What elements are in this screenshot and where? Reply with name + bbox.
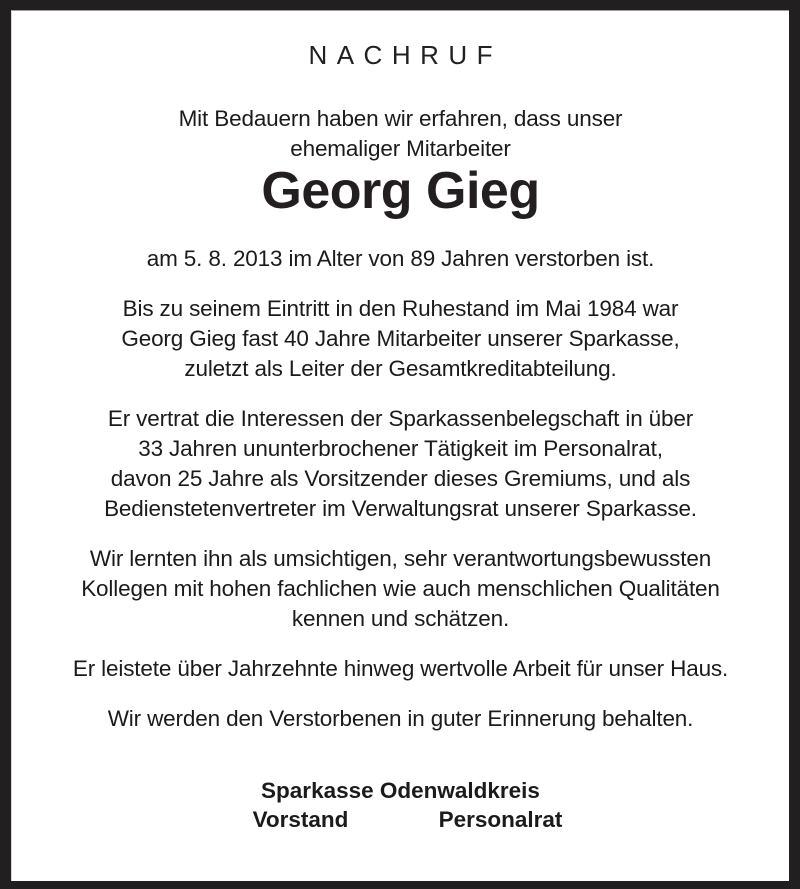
death-line: am 5. 8. 2013 im Alter von 89 Jahren verstorben ist. bbox=[146, 246, 655, 272]
paragraph-character bbox=[30, 544, 771, 634]
paragraph-line: Wir werden den Verstorbenen in guter Erinnerung behalten. bbox=[107, 706, 694, 732]
signature-role-personalrat: Personalrat bbox=[438, 807, 563, 833]
signature-block bbox=[30, 776, 771, 834]
paragraph-career bbox=[30, 294, 771, 384]
notice-headline: NACHRUF bbox=[308, 40, 503, 70]
intro-line-1: Mit Bedauern haben wir erfahren, dass unser bbox=[178, 105, 623, 131]
signature-organization: Sparkasse Odenwaldkreis bbox=[261, 778, 540, 804]
paragraph-remembrance bbox=[30, 704, 771, 734]
paragraph-line: davon 25 Jahre als Vorsitzender dieses Gremiums, und als bbox=[110, 466, 691, 492]
paragraph-line: Bis zu seinem Eintritt in den Ruhestand im Mai 1984 war bbox=[122, 296, 679, 322]
paragraph-line: Georg Gieg fast 40 Jahre Mitarbeiter unserer Sparkasse, bbox=[121, 326, 680, 352]
intro-line-2: ehemaliger Mitarbeiter bbox=[290, 135, 511, 161]
paragraph-line: Wir lernten ihn als umsichtigen, sehr verantwortungsbewussten bbox=[89, 546, 712, 572]
signature-role-vorstand: Vorstand bbox=[252, 807, 349, 833]
paragraph-line: Kollegen mit hohen fachlichen wie auch menschlichen Qualitäten bbox=[81, 576, 720, 602]
paragraph-line: Bedienstetenvertreter im Verwaltungsrat unserer Sparkasse. bbox=[104, 496, 697, 522]
paragraph-line: 33 Jahren ununterbrochener Tätigkeit im Personalrat, bbox=[138, 436, 663, 462]
signature-roles bbox=[30, 805, 771, 834]
notice-inner-frame bbox=[11, 10, 789, 881]
paragraph-representation bbox=[30, 404, 771, 524]
paragraph-contribution bbox=[30, 654, 771, 684]
paragraph-line: Er vertrat die Interessen der Sparkassenbelegschaft in über bbox=[107, 406, 694, 432]
paragraph-line: zuletzt als Leiter der Gesamtkreditabteilung. bbox=[184, 356, 617, 382]
intro-paragraph bbox=[30, 104, 771, 164]
deceased-name: Georg Gieg bbox=[261, 161, 540, 220]
paragraph-line: Er leistete über Jahrzehnte hinweg wertvolle Arbeit für unser Haus. bbox=[72, 656, 729, 682]
paragraph-line: kennen und schätzen. bbox=[291, 606, 510, 632]
